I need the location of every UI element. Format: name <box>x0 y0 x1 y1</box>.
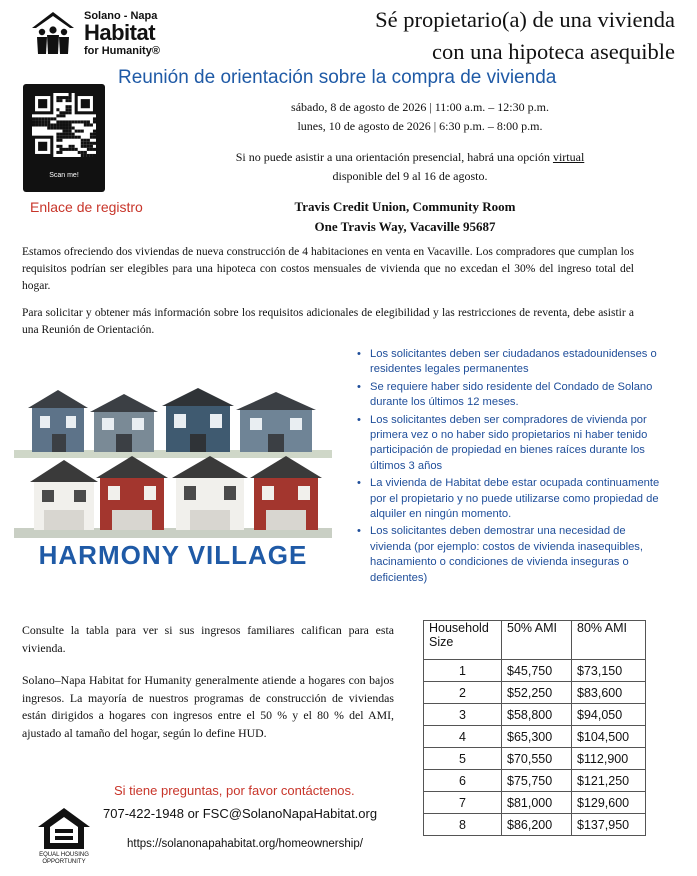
income-limits-table <box>423 620 646 836</box>
venue-address: One Travis Way, Vacaville 95687 <box>314 219 496 234</box>
header-household-size: Household Size <box>424 621 502 660</box>
household-size-cell: 1 <box>424 660 502 682</box>
house-bottom-left <box>30 460 98 530</box>
ami-80-cell: $112,900 <box>572 748 646 770</box>
venue-name: Travis Credit Union, Community Room <box>294 199 516 214</box>
household-size-cell: 3 <box>424 704 502 726</box>
header-50-ami: 50% AMI <box>502 621 572 660</box>
harmony-village-title: HARMONY VILLAGE <box>38 540 308 570</box>
ami-50-cell: $45,750 <box>502 660 572 682</box>
requirement-item: • Los solicitantes deben demostrar una necesidad de vivienda (por ejemplo: costos de vivienda inasequibles, hacinamiento o condiciones de vivienda inseguras o deficientes) <box>356 524 666 586</box>
ami-80-cell: $129,600 <box>572 792 646 814</box>
virtual-link[interactable]: virtual <box>552 150 585 164</box>
table-row <box>424 660 646 682</box>
registration-qr-code[interactable] <box>23 84 105 192</box>
registration-link[interactable]: Enlace de registro <box>30 199 143 215</box>
ami-50-cell: $81,000 <box>502 792 572 814</box>
headline-line-1: Sé propietario(a) de una vivienda <box>375 7 675 32</box>
ami-80-cell: $94,050 <box>572 704 646 726</box>
qr-code-icon <box>32 93 96 157</box>
table-row <box>424 682 646 704</box>
virtual-note-dates: disponible del 9 al 16 de agosto. <box>332 169 488 183</box>
ami-50-cell: $70,550 <box>502 748 572 770</box>
ami-50-cell: $58,800 <box>502 704 572 726</box>
habitat-logo <box>30 8 180 60</box>
household-size-cell: 6 <box>424 770 502 792</box>
ami-80-cell: $137,950 <box>572 814 646 836</box>
ami-50-cell: $52,250 <box>502 682 572 704</box>
table-row <box>424 704 646 726</box>
qr-label: Scan me! <box>49 172 79 179</box>
house-bottom-mid-left <box>96 456 168 530</box>
table-row <box>424 814 646 836</box>
requirement-item: • La vivienda de Habitat debe estar ocupada continuamente por el propietario y no puede utilizarse como propiedad de alquiler en ningún momento. <box>356 476 666 522</box>
qr-code-pattern <box>32 93 96 157</box>
page-subtitle: Reunión de orientación sobre la compra de vivienda <box>118 67 557 88</box>
ami-80-cell: $83,600 <box>572 682 646 704</box>
headline <box>235 4 675 68</box>
contact-question: Si tiene preguntas, por favor contáctenos. <box>114 783 355 798</box>
income-explanation: Solano–Napa Habitat for Humanity generalmente atiende a hogares con bajos ingresos. La mayoría de nuestros programas de construcción de viviendas están dirigidos a hogares con ingresos entre el 50 % y el 80 % del AMI, ajustado al tamaño del hogar, según lo define HUD. <box>22 673 394 740</box>
session-date-2: lunes, 10 de agosto de 2026 | 6:30 p.m. – 8:00 p.m. <box>297 119 543 133</box>
requirement-item: • Se requiere haber sido residente del Condado de Solano durante los últimos 12 meses. <box>356 380 666 411</box>
session-date-1: sábado, 8 de agosto de 2026 | 11:00 a.m. – 12:30 p.m. <box>291 100 549 114</box>
equal-housing-logo <box>36 807 92 867</box>
requirement-item: • Los solicitantes deben ser compradores de vivienda por primera vez o no haber sido propietarios ni haber tenido participación de propiedad en bienes raíces durante los últimos 3 años <box>356 413 666 475</box>
house-top-left <box>28 390 88 452</box>
equal-housing-house-icon <box>36 807 92 851</box>
table-row <box>424 726 646 748</box>
habitat-house-people-icon <box>30 10 76 56</box>
ami-50-cell: $86,200 <box>502 814 572 836</box>
ami-50-cell: $75,750 <box>502 770 572 792</box>
session-dates <box>260 98 580 136</box>
household-size-cell: 7 <box>424 792 502 814</box>
household-size-cell: 5 <box>424 748 502 770</box>
logo-name: Habitat <box>84 20 156 45</box>
venue <box>240 197 570 237</box>
ami-50-cell: $65,300 <box>502 726 572 748</box>
orientation-paragraph: Para solicitar y obtener más información sobre los requisitos adicionales de elegibilidad y las restricciones de reventa, debe asistir a una Reunión de Orientación. <box>22 307 634 336</box>
household-size-cell: 2 <box>424 682 502 704</box>
website-link[interactable]: https://solanonapahabitat.org/homeownership/ <box>127 838 363 850</box>
ami-80-cell: $121,250 <box>572 770 646 792</box>
household-size-cell: 4 <box>424 726 502 748</box>
table-row <box>424 770 646 792</box>
requirements-list <box>356 347 666 588</box>
logo-tagline: for Humanity® <box>84 45 160 57</box>
table-header-row <box>424 621 646 660</box>
header-80-ami: 80% AMI <box>572 621 646 660</box>
house-bottom-right <box>250 456 322 530</box>
house-top-mid-left <box>90 394 158 452</box>
eho-line-1: EQUAL HOUSING <box>39 852 89 858</box>
ami-80-cell: $104,500 <box>572 726 646 748</box>
virtual-note-text: Si no puede asistir a una orientación presencial, habrá una opción <box>235 150 553 164</box>
contact-phone-email[interactable]: 707-422-1948 or FSC@SolanoNapaHabitat.org <box>103 806 378 821</box>
table-row <box>424 792 646 814</box>
household-size-cell: 8 <box>424 814 502 836</box>
requirement-item: • Los solicitantes deben ser ciudadanos estadounidenses o residentes legales permanentes <box>356 347 666 378</box>
logo-region: Solano - Napa <box>84 10 158 22</box>
house-top-right <box>236 392 316 452</box>
ami-80-cell: $73,150 <box>572 660 646 682</box>
house-top-mid-right <box>162 388 234 452</box>
headline-line-2: con una hipoteca asequible <box>431 39 675 64</box>
table-row <box>424 748 646 770</box>
house-bottom-mid-right <box>172 456 248 530</box>
virtual-option-note <box>200 148 620 186</box>
eho-line-2: OPPORTUNITY <box>42 858 86 865</box>
equal-housing-text <box>32 852 96 865</box>
income-intro: Consulte la tabla para ver si sus ingresos familiares califican para esta vivienda. <box>22 623 394 655</box>
intro-paragraph: Estamos ofreciendo dos viviendas de nueva construcción de 4 habitaciones en venta en Vacaville. Los compradores que cumplan los requisitos podrían ser elegibles para una hipoteca con costos mensuales de vivienda que no excedan el 30% del ingreso total del hogar. <box>22 246 634 292</box>
